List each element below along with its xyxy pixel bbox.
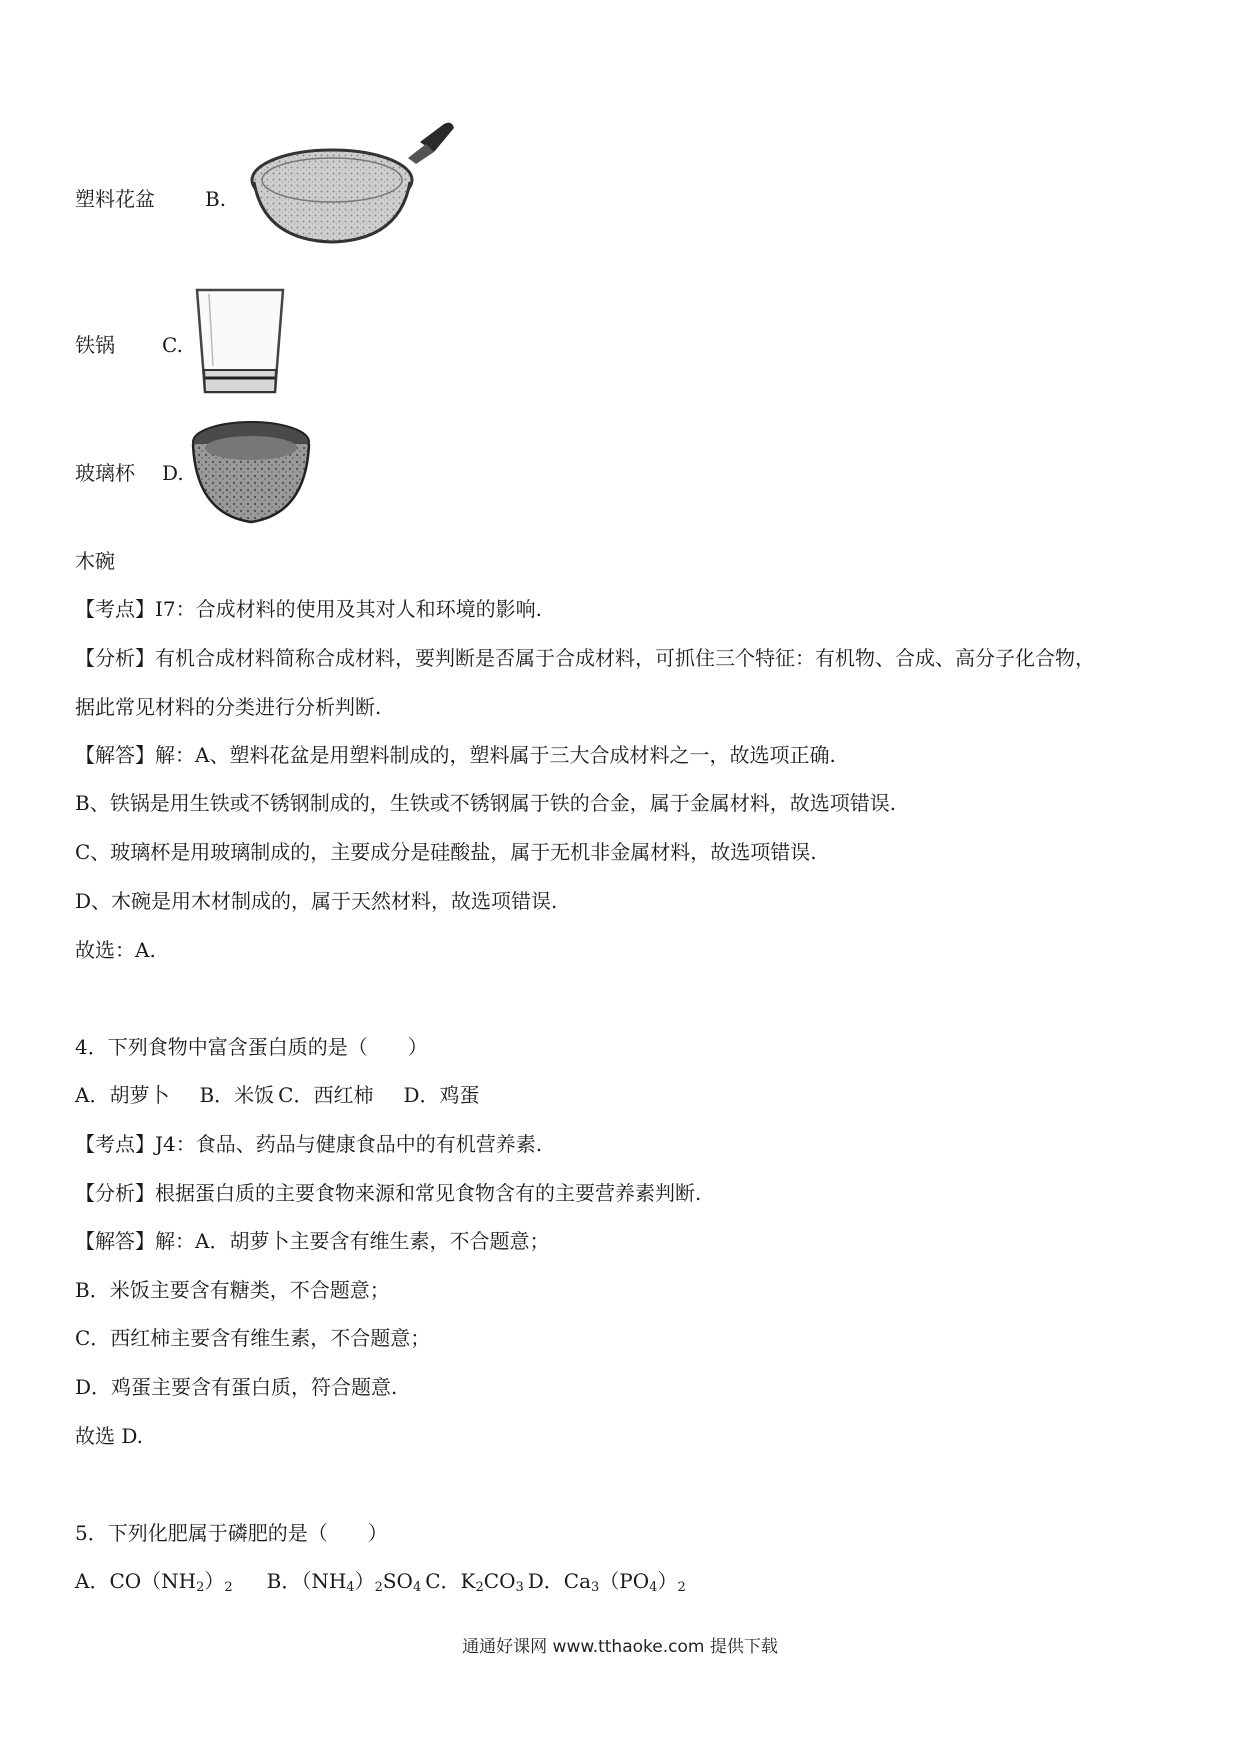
q5-option-c: C．$K_2CO_3$ <box>425 1569 524 1595</box>
q3-jieda-d: D、木碗是用木材制成的，属于天然材料，故选项错误. <box>75 889 558 913</box>
option-b-label: 铁锅 <box>75 333 115 357</box>
q4-kaodian: 【考点】J4：食品、药品与健康食品中的有机营养素. <box>75 1132 543 1156</box>
q4-jieda-b: B．米饭主要含有糖类，不合题意； <box>75 1278 390 1302</box>
q4-jieda-d: D．鸡蛋主要含有蛋白质，符合题意. <box>75 1375 398 1399</box>
option-c-label: 玻璃杯 <box>75 461 135 485</box>
q4-option-c: C．西红柿 <box>278 1083 374 1107</box>
q3-kaodian: 【考点】I7：合成材料的使用及其对人和环境的影响. <box>75 597 542 621</box>
q5-option-a: A．$CO(NH_2)_2$ <box>75 1569 233 1595</box>
q4-question: 4．下列食物中富含蛋白质的是（ ） <box>75 1035 428 1059</box>
q3-jieda: 【解答】解：A、塑料花盆是用塑料制成的，塑料属于三大合成材料之一，故选项正确. <box>75 743 836 767</box>
wooden-bowl-image <box>190 418 312 526</box>
q5-option-d: D．$Ca_3(PO_4)_2$ <box>527 1569 686 1595</box>
q4-option-b: B．米饭 <box>199 1083 275 1107</box>
q4-fenxi: 【分析】根据蛋白质的主要食物来源和常见食物含有的主要营养素判断. <box>75 1181 702 1205</box>
page-footer: 通通好课网 www.tthaoke.com 提供下载 <box>462 1637 778 1657</box>
option-c-letter: C. <box>162 333 183 357</box>
q5-option-b: B．$(NH_4)_2SO_4$ <box>266 1569 422 1595</box>
q4-jieda: 【解答】解：A．胡萝卜主要含有维生素，不合题意； <box>75 1229 550 1253</box>
glass-cup-image <box>195 288 285 396</box>
option-a-label: 塑料花盆 <box>75 187 155 211</box>
q4-option-d: D．鸡蛋 <box>403 1083 480 1107</box>
iron-wok-image <box>248 118 456 248</box>
q3-answer: 故选：A. <box>75 938 156 962</box>
q4-option-a: A．胡萝卜 <box>75 1083 170 1107</box>
q5-question: 5．下列化肥属于磷肥的是（ ） <box>75 1521 388 1545</box>
q4-jieda-c: C．西红柿主要含有维生素，不合题意； <box>75 1326 431 1350</box>
option-b-letter: B. <box>205 187 227 211</box>
q3-jieda-b: B、铁锅是用生铁或不锈钢制成的，生铁或不锈钢属于铁的合金，属于金属材料，故选项错误. <box>75 791 897 815</box>
option-d-letter: D. <box>162 461 184 485</box>
q3-jieda-c: C、玻璃杯是用玻璃制成的，主要成分是硅酸盐，属于无机非金属材料，故选项错误. <box>75 840 817 864</box>
q4-answer: 故选 D. <box>75 1424 144 1448</box>
option-d-label: 木碗 <box>75 549 115 573</box>
q4-options <box>75 1082 480 1108</box>
q3-fenxi-cont: 据此常见材料的分类进行分析判断. <box>75 695 382 719</box>
q5-options <box>75 1568 686 1601</box>
q3-fenxi: 【分析】有机合成材料简称合成材料，要判断是否属于合成材料，可抓住三个特征：有机物、合成、高分子化合物， <box>75 646 1095 670</box>
